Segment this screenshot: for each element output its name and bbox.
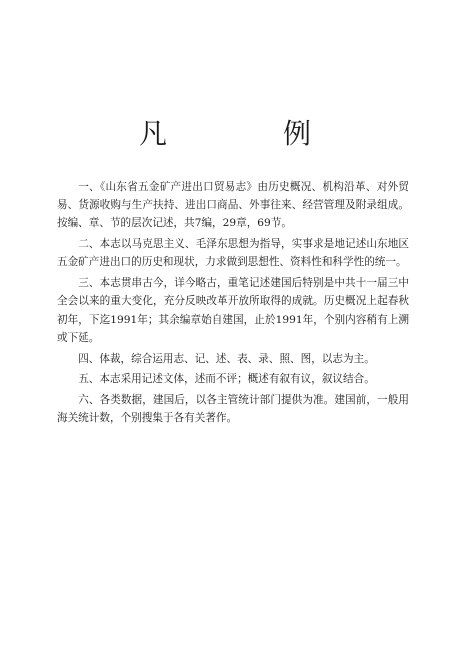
paragraph-6: 六、各类数据，建国后，以各主管统计部门提供为准。建国前，一般用海关统计数，个别搜集于各有关著作。 [57, 394, 409, 425]
paragraph-2: 二、本志以马克思主义、毛泽东思想为指导，实事求是地记述山东地区五金矿产进出口的历史和现状，力求做到思想性、资料性和科学性的统一。 [57, 238, 409, 269]
paragraph-5: 五、本志采用记述文体，述而不评；概述有叙有议，叙议结合。 [78, 373, 375, 386]
paragraph-3: 三、本志贯串古今，详今略古，重笔记述建国后特别是中共十一届三中全会以来的重大变化，充分反映改革开放所取得的成就。历史概况上起春秋初年，下迄1991年；其余编章始自建国，止於1991年，个别内容稍有上溯或下延。 [57, 277, 409, 344]
paragraph-4: 四、体裁，综合运用志、记、述、表、录、照、图，以志为主。 [78, 352, 375, 365]
paragraph-1: 一、《山东省五金矿产进出口贸易志》由历史概况、机构沿革、对外贸易、货源收购与生产扶持、进出口商品、外事往来、经营管理及附录组成。按编、章、节的层次记述，共7编，29章，69节。 [57, 181, 409, 230]
body-text [57, 178, 409, 430]
page-title: 凡 例 [138, 117, 355, 150]
